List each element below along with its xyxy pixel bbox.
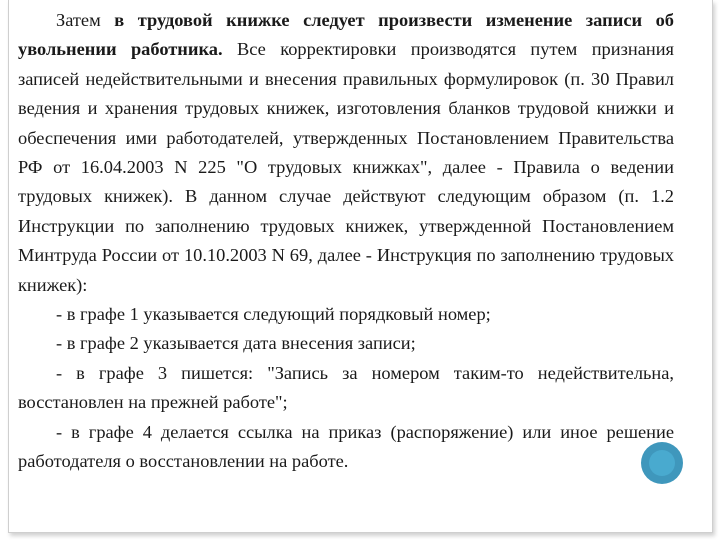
list-item: - в графе 2 указывается дата внесения записи;	[56, 333, 416, 354]
intro-rest: Все корректировки производятся путем признания записей недействительными и внесения правильных формулировок (п. 30 Правил ведения и хранения трудовых книжек, изготовления бланков трудовой книжки и обеспечения ими работодателей, утвержденных Постановлением Правительства РФ от 16.04.2003 N 225 "О трудовых книжках", далее - Правила о ведении трудовых книжек). В данном случае действуют следующим образом (п. 1.2 Инструкции по заполнению трудовых книжек, утвержденной Постановлением Минтруда России от 10.10.2003 N 69, далее - Инструкция по заполнению трудовых книжек):	[18, 39, 674, 295]
list-item: - в графе 3 пишется: "Запись за номером таким-то недействительна, восстановлен на прежней работе";	[18, 362, 674, 413]
decorative-circle-inner	[649, 450, 675, 476]
list-item: - в графе 1 указывается следующий порядковый номер;	[56, 304, 491, 325]
body-text	[18, 6, 674, 477]
decorative-circle-icon	[641, 442, 683, 484]
list-item: - в графе 4 делается ссылка на приказ (распоряжение) или иное решение работодателя о восстановлении на работе.	[18, 421, 674, 472]
intro-lead: Затем	[56, 10, 115, 30]
intro-paragraph	[18, 6, 674, 300]
intro-bold-statement: в трудовой книжке следует произвести изменение записи об увольнении работника.	[18, 10, 674, 60]
